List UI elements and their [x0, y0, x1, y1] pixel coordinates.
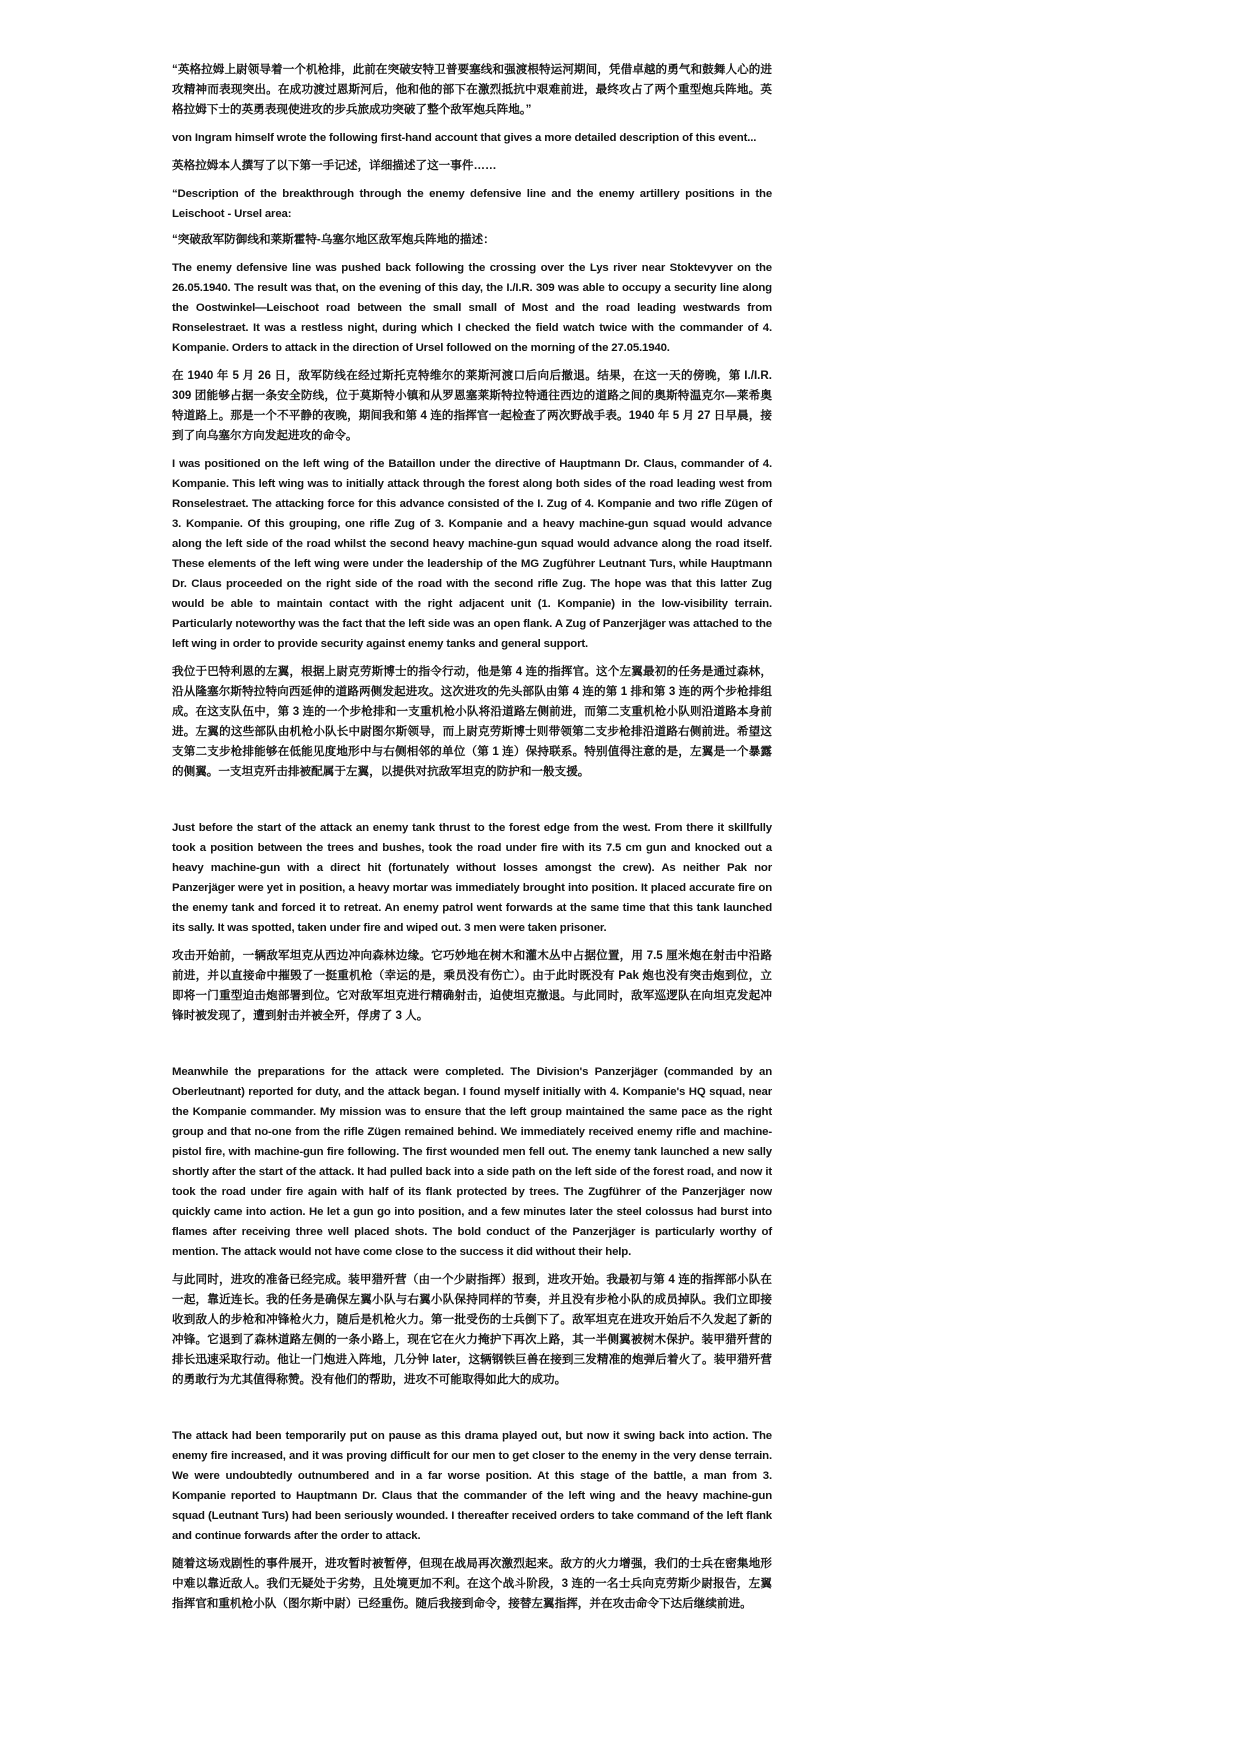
document-page — [172, 60, 772, 1614]
account-heading-chinese: “突破敌军防御线和莱斯霍特-乌塞尔地区敌军炮兵阵地的描述： — [172, 233, 495, 246]
paragraph-enemy-tank: Just before the start of the attack an enemy tank thrust to the forest edge from the west. From there it skillfully took a position between the trees and bushes, took the road under fire with its 7.5 cm gun and knocked out a heavy machine-gun with a direct hit (fortunately without losses amongst the crew). As neither Pak nor Panzerjäger were yet in position, a heavy mortar was immediately brought into position. It placed accurate fire on the enemy tank and forced it to retreat. An enemy patrol went forwards at the same time that this tank launched its sally. It was spotted, taken under fire and wiped out. 3 men were taken prisoner. — [172, 822, 772, 934]
paragraph-enemy-tank-chinese: 攻击开始前，一辆敌军坦克从西边冲向森林边缘。它巧妙地在树木和灌木丛中占据位置，用 7.5 厘米炮在射击中沿路前进，并以直接命中摧毁了一挺重机枪（幸运的是，乘员没有伤亡）。由于此时既没有 Pak 炮也没有突击炮到位，立即将一门重型迫击炮部署到位。它对敌军坦克进行精确射击，迫使坦克撤退。与此同时，敌军巡逻队在向坦克发起冲锋时被发现了，遭到射击并被全歼，俘虏了 3 人。 — [172, 949, 772, 1022]
paragraph-left-flank-command-chinese: 随着这场戏剧性的事件展开，进攻暂时被暂停，但现在战局再次激烈起来。敌方的火力增强，我们的士兵在密集地形中难以靠近敌人。我们无疑处于劣势，且处境更加不利。在这个战斗阶段，3 连的一名士兵向克劳斯少尉报告，左翼指挥官和重机枪小队（图尔斯中尉）已经重伤。随后我接到命令，接替左翼指挥，并在攻击命令下达后继续前进。 — [172, 1557, 772, 1610]
paragraph-lys-crossing-chinese: 在 1940 年 5 月 26 日，敌军防线在经过斯托克特维尔的莱斯河渡口后向后撤退。结果，在这一天的傍晚，第 I./I.R. 309 团能够占据一条安全防线，位于莫斯特小镇和从罗恩塞莱斯特拉特通往西边的道路之间的奥斯特温克尔—莱希奥特道路上。那是一个不平静的夜晚，期间我和第 4 连的指挥官一起检查了两次野战手表。1940 年 5 月 27 日早晨，接到了向乌塞尔方向发起进攻的命令。 — [172, 369, 772, 442]
paragraph-left-wing: I was positioned on the left wing of the Bataillon under the directive of Hauptmann Dr. Claus, commander of 4. Kompanie. This left wing was to initially attack through the forest along both sides of the road leading west from Ronselestraet. The attacking force for this advance consisted of the I. Zug of 4. Kompanie and two rifle Zügen of 3. Kompanie. Of this grouping, one rifle Zug of 3. Kompanie and a heavy machine-gun squad would advance along the left side of the road whilst the second heavy machine-gun squad would advance along the road itself. These elements of the left wing were under the leadership of the MG Zugführer Leutnant Turs, while Hauptmann Dr. Claus proceeded on the right side of the road with the second rifle Zug. The hope was that this latter Zug would be able to maintain contact with the right adjacent unit (1. Kompanie) in the low-visibility terrain. Particularly noteworthy was the fact that the left side was an open flank. A Zug of Panzerjäger was attached to the left wing in order to provide security against enemy tanks and general support. — [172, 458, 772, 650]
paragraph-lys-crossing: The enemy defensive line was pushed back following the crossing over the Lys river near Stoktevyver on the 26.05.1940. The result was that, on the evening of this day, the I./I.R. 309 was able to occupy a security line along the Oostwinkel—Leischoot road between the small small of Most and the road leading westwards from Ronselestraet. It was a restless night, during which I checked the field watch twice with the commander of 4. Kompanie. Orders to attack in the direction of Ursel followed on the morning of the 27.05.1940. — [172, 262, 772, 354]
paragraph-panzerjager-chinese: 与此同时，进攻的准备已经完成。装甲猎歼营（由一个少尉指挥）报到，进攻开始。我最初与第 4 连的指挥部小队在一起，靠近连长。我的任务是确保左翼小队与右翼小队保持同样的节奏，并且没有步枪小队的成员掉队。我们立即接收到敌人的步枪和冲锋枪火力，随后是机枪火力。第一批受伤的士兵倒下了。敌军坦克在进攻开始后不久发起了新的冲锋。它退到了森林道路左侧的一条小路上，现在它在火力掩护下再次上路，其一半侧翼被树木保护。装甲猎歼营的排长迅速采取行动。他让一门炮进入阵地，几分钟 later，这辆钢铁巨兽在接到三发精准的炮弹后着火了。装甲猎歼营的勇敢行为尤其值得称赞。没有他们的帮助，进攻不可能取得如此大的成功。 — [172, 1273, 772, 1386]
intro-paragraph-chinese: 英格拉姆本人撰写了以下第一手记述，详细描述了这一事件…… — [172, 159, 497, 172]
paragraph-left-flank-command: The attack had been temporarily put on pause as this drama played out, but now it swing back into action. The enemy fire increased, and it was proving difficult for our men to get closer to the enemy in the very dense terrain. We were undoubtedly outnumbered and in a far worse position. At this stage of the battle, a man from 3. Kompanie reported to Hauptmann Dr. Claus that the commander of the left wing and the heavy machine-gun squad (Leutnant Turs) had been seriously wounded. I thereafter received orders to take command of the left flank and continue forwards after the order to attack. — [172, 1430, 772, 1542]
paragraph-panzerjager: Meanwhile the preparations for the attack were completed. The Division's Panzerjäger (commanded by an Oberleutnant) reported for duty, and the attack began. I found myself initially with 4. Kompanie's HQ squad, near the Kompanie commander. My mission was to ensure that the left group maintained the same pace as the right group and that no-one from the rifle Zügen remained behind. We immediately received enemy rifle and machine-pistol fire, with machine-gun fire following. The first wounded men fell out. The enemy tank launched a new sally shortly after the start of the attack. It had pulled back into a side path on the left side of the forest road, and now it took the road under fire again with half of its flank protected by trees. The Zugführer of the Panzerjäger now quickly came into action. He let a gun go into position, and a few minutes later the steel colossus had burst into flames after receiving three well placed shots. The bold conduct of the Panzerjäger is particularly worthy of mention. The attack would not have come close to the success it did without their help. — [172, 1066, 772, 1258]
citation-quote-chinese: “英格拉姆上尉领导着一个机枪排，此前在突破安特卫普要塞线和强渡根特运河期间，凭借卓越的勇气和鼓舞人心的进攻精神而表现突出。在成功渡过恩斯河后，他和他的部下在激烈抵抗中艰难前进，最终攻占了两个重型炮兵阵地。英格拉姆下士的英勇表现使进攻的步兵旅成功突破了整个敌军炮兵阵地。” — [172, 63, 772, 116]
intro-paragraph: von Ingram himself wrote the following first-hand account that gives a more detailed description of this event... — [172, 132, 757, 144]
account-heading: “Description of the breakthrough through the enemy defensive line and the enemy artillery positions in the Leischoot - Ursel area: — [172, 188, 772, 220]
paragraph-left-wing-chinese: 我位于巴特利恩的左翼，根据上尉克劳斯博士的指令行动，他是第 4 连的指挥官。这个左翼最初的任务是通过森林，沿从隆塞尔斯特拉特向西延伸的道路两侧发起进攻。这次进攻的先头部队由第 4 连的第 1 排和第 3 连的两个步枪排组成。在这支队伍中，第 3 连的一个步枪排和一支重机枪小队将沿道路左侧前进，而第二支重机枪小队则沿道路本身前进。左翼的这些部队由机枪小队长中尉图尔斯领导，而上尉克劳斯博士则带领第二支步枪排沿道路右侧前进。希望这支第二支步枪排能够在低能见度地形中与右侧相邻的单位（第 1 连）保持联系。特别值得注意的是，左翼是一个暴露的侧翼。一支坦克歼击排被配属于左翼，以提供对抗敌军坦克的防护和一般支援。 — [172, 665, 772, 778]
